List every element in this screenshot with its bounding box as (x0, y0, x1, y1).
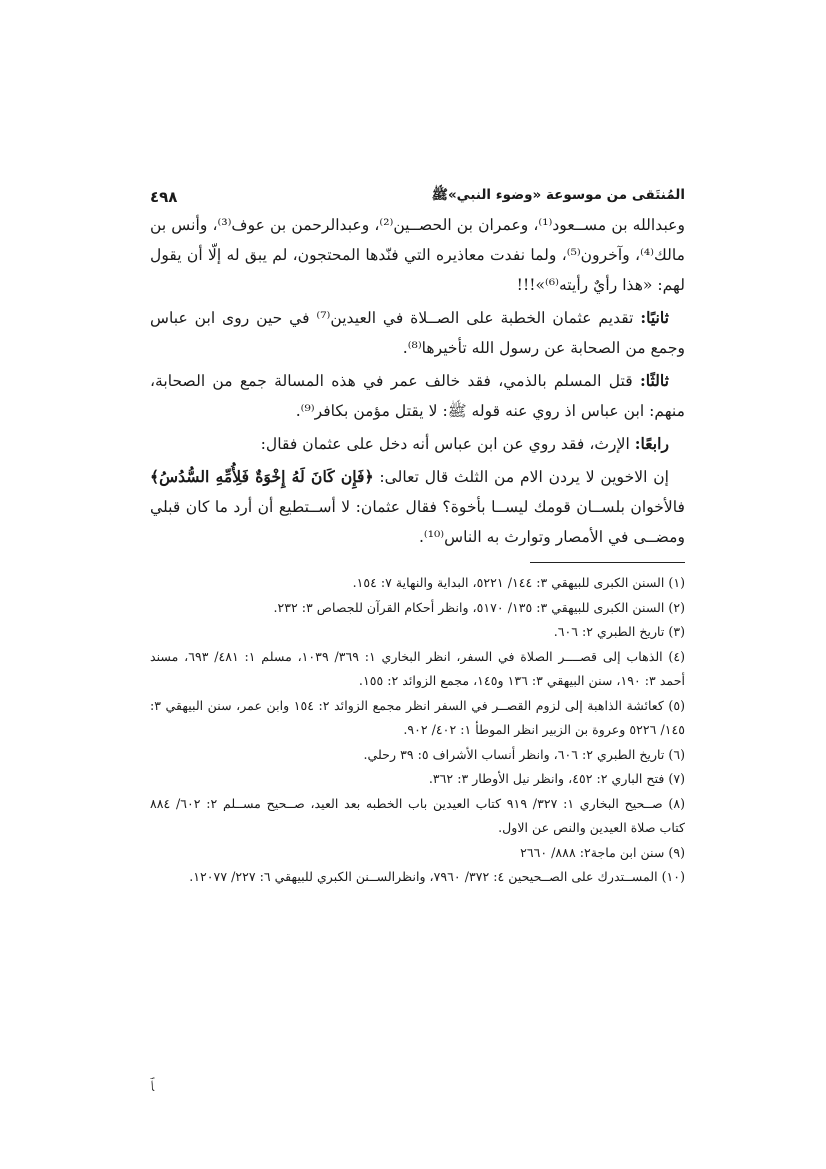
footnote-4: (٤) الذهاب إلى قصــــر الصلاة في السفر، انظر البخاري ١: ٣٦٩/ ١٠٣٩، مسلم ١: ٤٨١/ ٦٩٣، مسند أحمد ٣: ١٩٠، سنن البيهقي ٣: ١٣٦ و١٤٥، مجمع الزوائد ٢: ١٥٥. (150, 648, 686, 688)
book-title: المُنتَقى من موسوعة «وضوء النبي»ﷺ (431, 187, 685, 203)
paragraph-3 (150, 366, 685, 426)
main-text (150, 210, 685, 552)
paragraph-2-label: ثانيًا: (640, 308, 669, 327)
footnote-5: (٥) كعائشة الذاهبة إلى لزوم القصــر في السفر انظر مجمع الزوائد ٢: ١٥٤ وابن عمر، سنن البيهقي ٣: ١٤٥/ ٥٢٢٦ وعروة بن الزبير انظر الموطأ ١: ٤٠٢/ ٩٠٢. (150, 697, 685, 737)
footnote-8: (٨) صــحيح البخاري ١: ٣٢٧/ ٩١٩ كتاب العيدين باب الخطبه بعد العيد، صــحيح مســلم ٢: ٦٠٢/ ٨٨٤ كتاب صلاة العيدين والنص عن الاول. (150, 795, 686, 835)
end-mark: ﭑ (150, 1076, 155, 1095)
paragraph-3-label: ثالثًا: (639, 371, 669, 390)
footnote-6: (٦) تاريخ الطبري ٢: ٦٠٦، وانظر أنساب الأشراف ٥: ٣٩ رحلي. (363, 746, 685, 762)
footnote-10: (١٠) المســتدرك على الصــحيحين ٤: ٣٧٢/ ٧٩٦٠، وانظرالســنن الكبري للبيهقي ٦: ٢٢٧/ ١٢٠٧٧. (189, 869, 685, 884)
footnote-3: (٣) تاريخ الطبري ٢: ٦٠٦. (553, 624, 685, 639)
footnote-1: (١) السنن الكبرى للبيهقي ٣: ١٤٤/ ٥٢٢١، البداية والنهاية ٧: ١٥٤. (352, 575, 685, 590)
footnote-9: (٩) سنن ابن ماجة٢: ٨٨٨/ ٢٦٦٠ (520, 844, 685, 860)
paragraph-3-text: قتل المسلم بالذمي، فقد خالف عمر في هذه المسالة جمع من الصحابة، منهم: ابن عباس اذ روي عنه قوله ﷺ: لا يقتل مؤمن بكافر⁽⁹⁾. (150, 372, 685, 420)
paragraph-5-rest: فالأخوان بلســان قومك ليســا بأخوة؟ فقال عثمان: لا أســتطيع أن أرد ما كان قبلي ومضــى في الأمصار وتوارث به الناس⁽¹⁰⁾. (150, 498, 685, 546)
page (150, 176, 685, 890)
footnote-2: (٢) السنن الكبرى للبيهقي ٣: ١٣٥/ ٥١٧٠، وانظر أحكام القرآن للجصاص ٣: ٢٣٢. (273, 599, 685, 615)
paragraph-4-text: الإرث، فقد روي عن ابن عباس أنه دخل على عثمان فقال: (260, 435, 635, 453)
footnote-7: (٧) فتح الباري ٢: ٤٥٢، وانظر نيل الأوطار ٣: ٣٦٢. (428, 771, 685, 786)
footnote-separator (530, 562, 685, 563)
running-header (150, 176, 685, 206)
paragraph-2 (150, 303, 685, 363)
paragraph-2-text: تقديم عثمان الخطبة على الصــلاة في العيدين⁽⁷⁾ في حين روى ابن عباس وجمع من الصحابة عن رسول الله تأخيرها⁽⁸⁾. (150, 309, 685, 357)
footnotes (150, 571, 685, 890)
paragraph-1: وعبدالله بن مســعود⁽¹⁾، وعمران بن الحصــين⁽²⁾، وعبدالرحمن بن عوف⁽³⁾، وأنس بن مالك⁽⁴⁾، وآخرون⁽⁵⁾، ولما نفدت معاذيره التي فنّدها المحتجون، لم يبق له إلّا أن يقول لهم: «هذا رأيٌ رأيته⁽⁶⁾»!!! (150, 216, 685, 294)
page-number: ٤٩٨ (150, 188, 178, 206)
paragraph-5 (150, 462, 685, 552)
quran-verse: ﴿فَإِن كَانَ لَهُ إِخْوَةٌ فَلِأُمِّهِ السُّدُسُ﴾ (150, 467, 374, 486)
paragraph-4-label: رابعًا: (634, 434, 669, 453)
paragraph-5-intro: إن الاخوين لا يردن الام من الثلث قال تعالى: (373, 468, 670, 486)
paragraph-4 (150, 429, 685, 459)
